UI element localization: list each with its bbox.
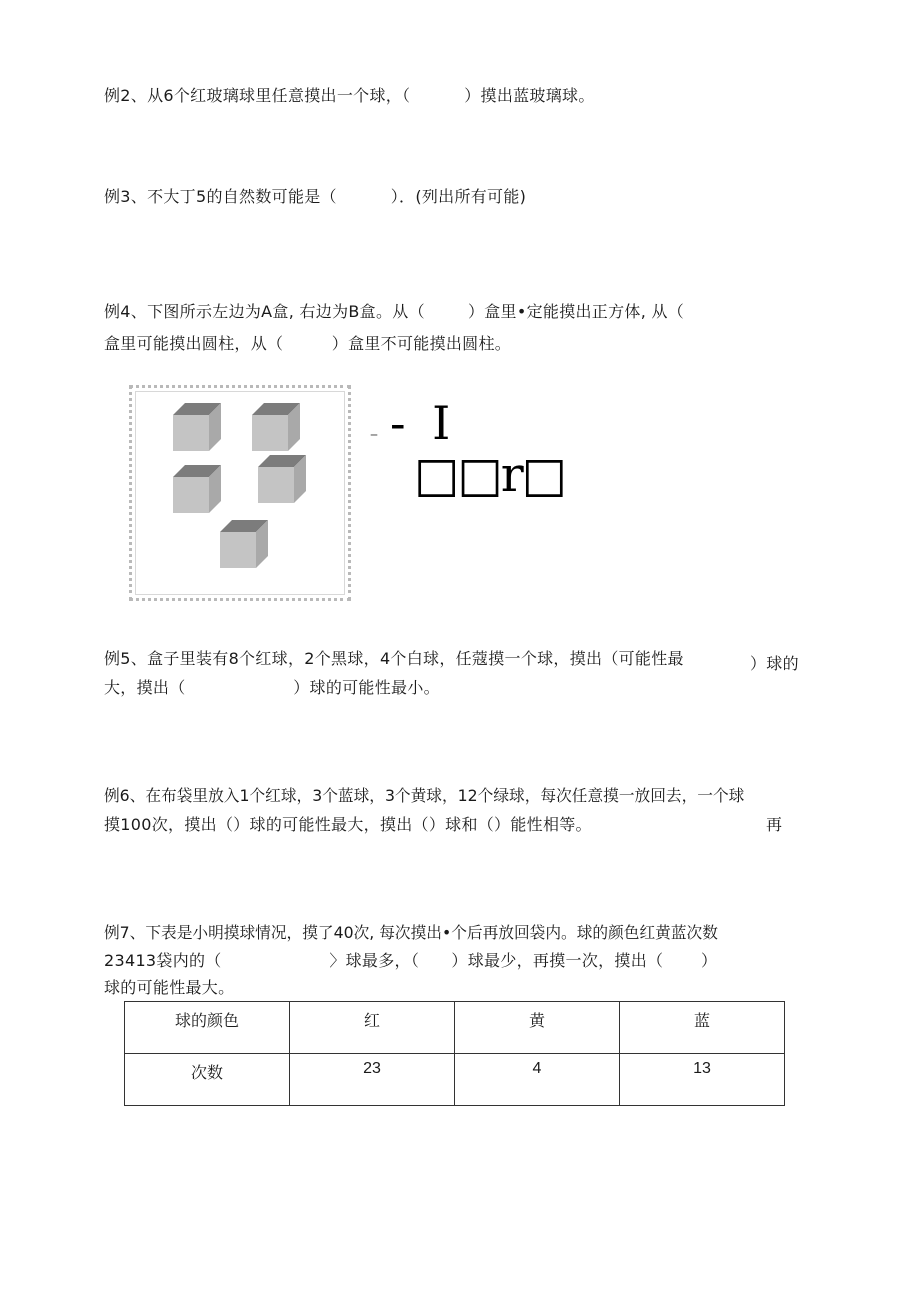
question-3: 例3、不大丁5的自然数可能是（ ）．(列出所有可能): [104, 187, 527, 206]
question-7-line-3: 球的可能性最大。: [104, 978, 235, 997]
question-4-line-2: 盒里可能摸出圆柱，从（ ）盒里不可能摸出圆柱。: [104, 334, 512, 353]
table-cell: 蓝: [620, 1002, 785, 1054]
question-5-line-1: 例5、盒子里装有8个红球，2个黑球，4个白球，任蔻摸一个球，摸出（可能性最: [104, 649, 684, 668]
table-cell: 23: [290, 1054, 455, 1106]
cube-icon: [252, 403, 300, 451]
question-6-line-1: 例6、在布袋里放入1个红球，3个蓝球，3个黄球，12个绿球，每次任意摸一放回去，一个球: [104, 786, 745, 805]
table-cell: 13: [620, 1054, 785, 1106]
box-b-glyphs-top: - I: [390, 396, 457, 450]
box-a-figure: [129, 385, 351, 601]
question-5-line-2: 大，摸出（ ）球的可能性最小。: [104, 678, 440, 697]
question-2: 例2、从6个红玻璃球里任意摸出一个球，（ ）摸出蓝玻璃球。: [104, 86, 595, 105]
cube-icon: [258, 455, 306, 503]
table-cell: 4: [455, 1054, 620, 1106]
table-cell: 球的颜色: [125, 1002, 290, 1054]
question-7-line-2: 23413袋内的（ 〉球最多，（ ）球最少，再摸一次，摸出（ ）: [104, 951, 718, 970]
question-7-line-1: 例7、下表是小明摸球情况，摸了40次, 每次摸出•个后再放回袋内。球的颜色红黄蓝次数: [104, 923, 718, 942]
cube-icon: [220, 520, 268, 568]
question-4-line-1: 例4、下图所示左边为A盒, 右边为B盒。从（ ）盒里•定能摸出正方体, 从（: [104, 302, 685, 321]
question-6-line-2: 摸100次，摸出（）球的可能性最大，摸出（）球和（）能性相等。: [104, 815, 592, 834]
box-b-dash: –: [370, 424, 378, 443]
question-6-line-2-tail: 再: [766, 815, 783, 834]
question-5-line-1-tail: ）球的: [750, 654, 799, 673]
box-b-glyphs-bottom: □□r□: [414, 447, 565, 503]
table-row: [125, 1054, 785, 1106]
table-cell: 次数: [125, 1054, 290, 1106]
cube-icon: [173, 465, 221, 513]
table-header-row: [125, 1002, 785, 1054]
table-cell: 黄: [455, 1002, 620, 1054]
tally-table: [124, 1001, 785, 1106]
table-cell: 红: [290, 1002, 455, 1054]
cube-icon: [173, 403, 221, 451]
